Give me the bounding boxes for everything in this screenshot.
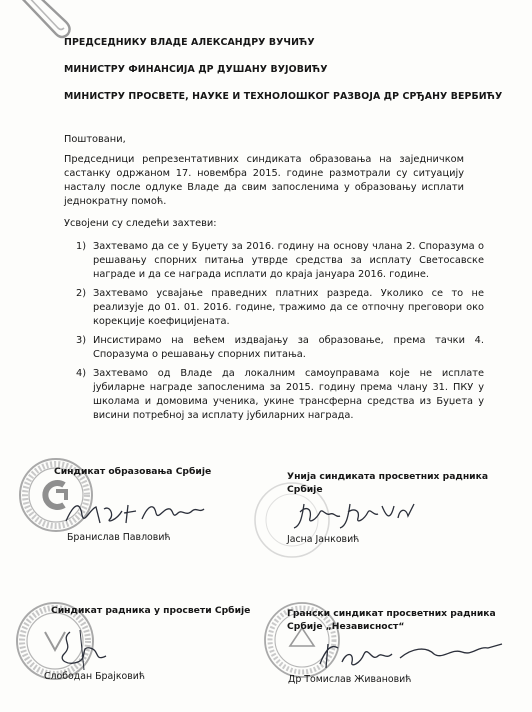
signatory-org: Синдикат образовања Србије bbox=[54, 466, 212, 477]
signatory-name: Бранислав Павловић bbox=[67, 532, 171, 543]
request-item bbox=[64, 287, 484, 329]
addressee-finance-minister: МИНИСТРУ ФИНАНСИЈА ДР ДУШАНУ ВУЈОВИЋУ bbox=[64, 64, 328, 75]
request-number: 4) bbox=[76, 368, 87, 379]
signatory-org: Синдикат радника у просвети Србије bbox=[51, 605, 251, 616]
request-item bbox=[64, 334, 484, 362]
signatory-org: Грански синдикат просветних радника Србије „Независност“ bbox=[287, 608, 496, 632]
request-text: Захтевамо од Владе да локалним самоуправама које не исплате јубиларне награде запосленима за 2015. годину према члану 31. ПКУ у школама и домовима ученика, укине трансферна средства из Буџета у висини потребној за исплату јубиларних награда. bbox=[93, 368, 484, 421]
handwritten-signature-icon bbox=[290, 498, 420, 534]
request-item bbox=[64, 367, 484, 423]
signatory-name: Јасна Јанковић bbox=[287, 534, 360, 545]
signatory-org: Унија синдиката просветних радника Србије bbox=[287, 471, 489, 495]
request-text: Инсистирамо на већем издвајању за образовање, према тачки 4. Споразума о решавању спорних питања. bbox=[93, 335, 484, 360]
addressee-president: ПРЕДСЕДНИКУ ВЛАДЕ АЛЕКСАНДРУ ВУЧИЋУ bbox=[64, 37, 315, 48]
request-text: Захтевамо да се у Буџету за 2016. годину на основу члана 2. Споразума о решавању спорних питања утврде средства за исплату Светосавске награде и да се награда исплати до краја јануара 2016. године. bbox=[93, 241, 484, 280]
intro-paragraph: Председници репрезентативних синдиката образовања на заједничком састанку одржаном 17. новембра 2015. године размотрали су ситуацију насталу после одлуке Владе да свим запосленима у образовању исплати једнократну помоћ. bbox=[64, 154, 464, 207]
request-item bbox=[64, 240, 484, 282]
requests-heading: Усвојени су следећи захтеви: bbox=[64, 218, 217, 229]
request-number: 3) bbox=[76, 335, 87, 346]
request-number: 1) bbox=[76, 241, 87, 252]
request-text: Захтевамо усвајање праведних платних разреда. Уколико се то не реализује до 01. 01. 2016. године, тражимо да се отпочну преговори око корекције коефицијената. bbox=[93, 288, 484, 327]
greeting: Поштовани, bbox=[64, 134, 126, 145]
requests-list bbox=[64, 240, 484, 428]
signatory-name: Др Томислав Живановић bbox=[288, 674, 412, 685]
signatory-name: Слободан Брајковић bbox=[44, 671, 145, 682]
addressee-education-minister: МИНИСТРУ ПРОСВЕТЕ, НАУКЕ И ТЕХНОЛОШКОГ РАЗВОЈА ДР СРЂАНУ ВЕРБИЋУ bbox=[64, 91, 503, 102]
handwritten-signature-icon bbox=[50, 626, 120, 674]
request-number: 2) bbox=[76, 288, 87, 299]
handwritten-signature-icon bbox=[316, 638, 506, 672]
handwritten-signature-icon bbox=[60, 495, 210, 533]
